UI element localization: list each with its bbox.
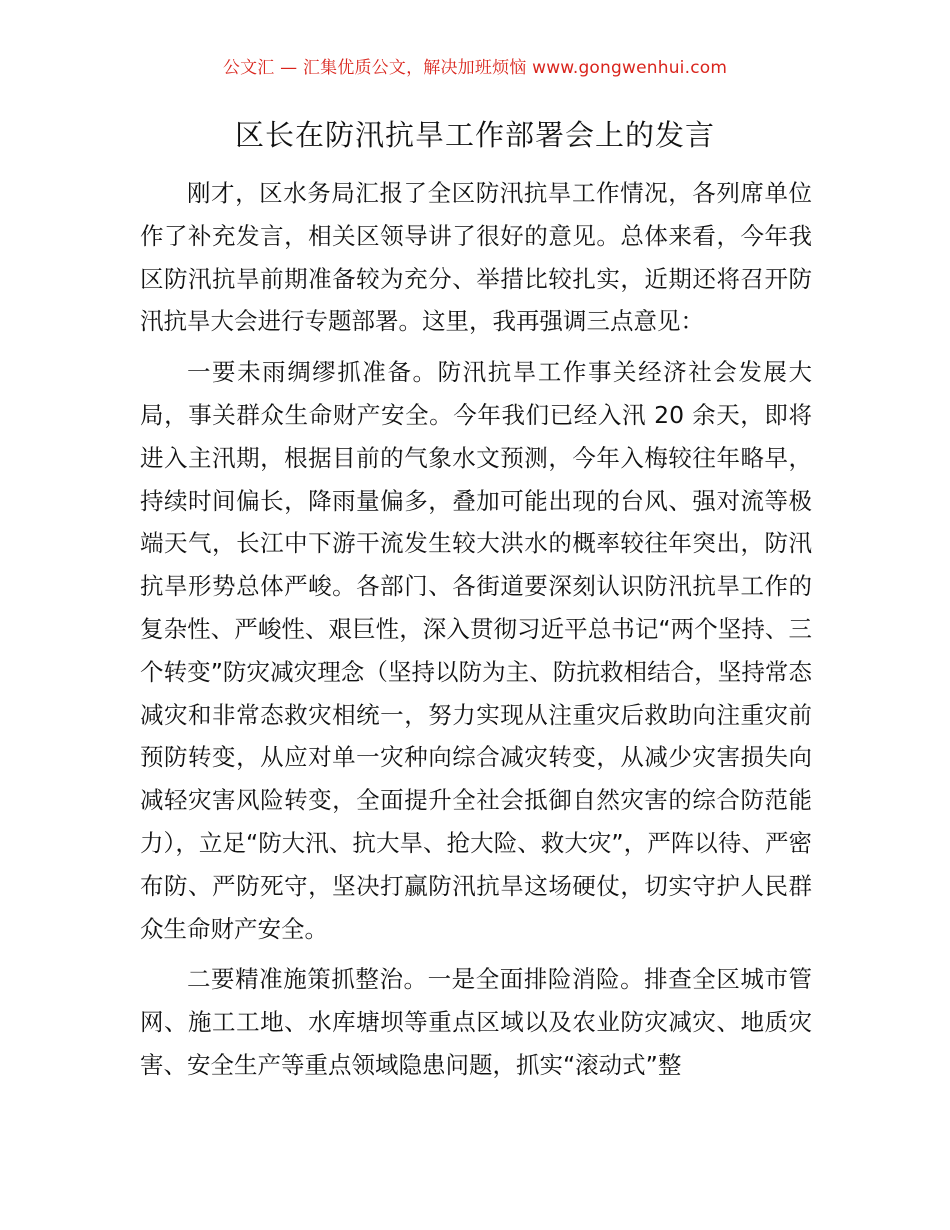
site-banner: 公文汇 — 汇集优质公文，解决加班烦恼 www.gongwenhui.com — [222, 58, 728, 78]
paragraph-point-two: 二要精准施策抓整治。一是全面排险消险。排查全区城市管网、施工工地、水库塘坝等重点区域以及农业防灾减灾、地质灾害、安全生产等重点领域隐患问题，抓实“滚动式”整 — [140, 965, 812, 1079]
document-body — [140, 172, 812, 1095]
paragraph-intro: 刚才，区水务局汇报了全区防汛抗旱工作情况，各列席单位作了补充发言，相关区领导讲了很好的意见。总体来看，今年我区防汛抗旱前期准备较为充分、举措比较扎实，近期还将召开防汛抗旱大会进行专题部署。这里，我再强调三点意见： — [140, 179, 812, 336]
document-title: 区长在防汛抗旱工作部署会上的发言 — [234, 118, 715, 152]
paragraph-point-one: 一要未雨绸缪抓准备。防汛抗旱工作事关经济社会发展大局，事关群众生命财产安全。今年我们已经入汛 20 余天，即将进入主汛期，根据目前的气象水文预测，今年入梅较往年略早，持续时间偏长，降雨量偏多，叠加可能出现的台风、强对流等极端天气，长江中下游干流发生较大洪水的概率较往年突出，防汛抗旱形势总体严峻。各部门、各街道要深刻认识防汛抗旱工作的复杂性、严峻性、艰巨性，深入贯彻习近平总书记“两个坚持、三个转变”防灾减灾理念（坚持以防为主、防抗救相结合，坚持常态减灾和非常态救灾相统一，努力实现从注重灾后救助向注重灾前预防转变，从应对单一灾种向综合减灾转变，从减少灾害损失向减轻灾害风险转变，全面提升全社会抵御自然灾害的综合防范能力），立足“防大汛、抗大旱、抢大险、救大灾”，严阵以待、严密布防、严防死守，坚决打赢防汛抗旱这场硬仗，切实守护人民群众生命财产安全。 — [140, 358, 812, 943]
